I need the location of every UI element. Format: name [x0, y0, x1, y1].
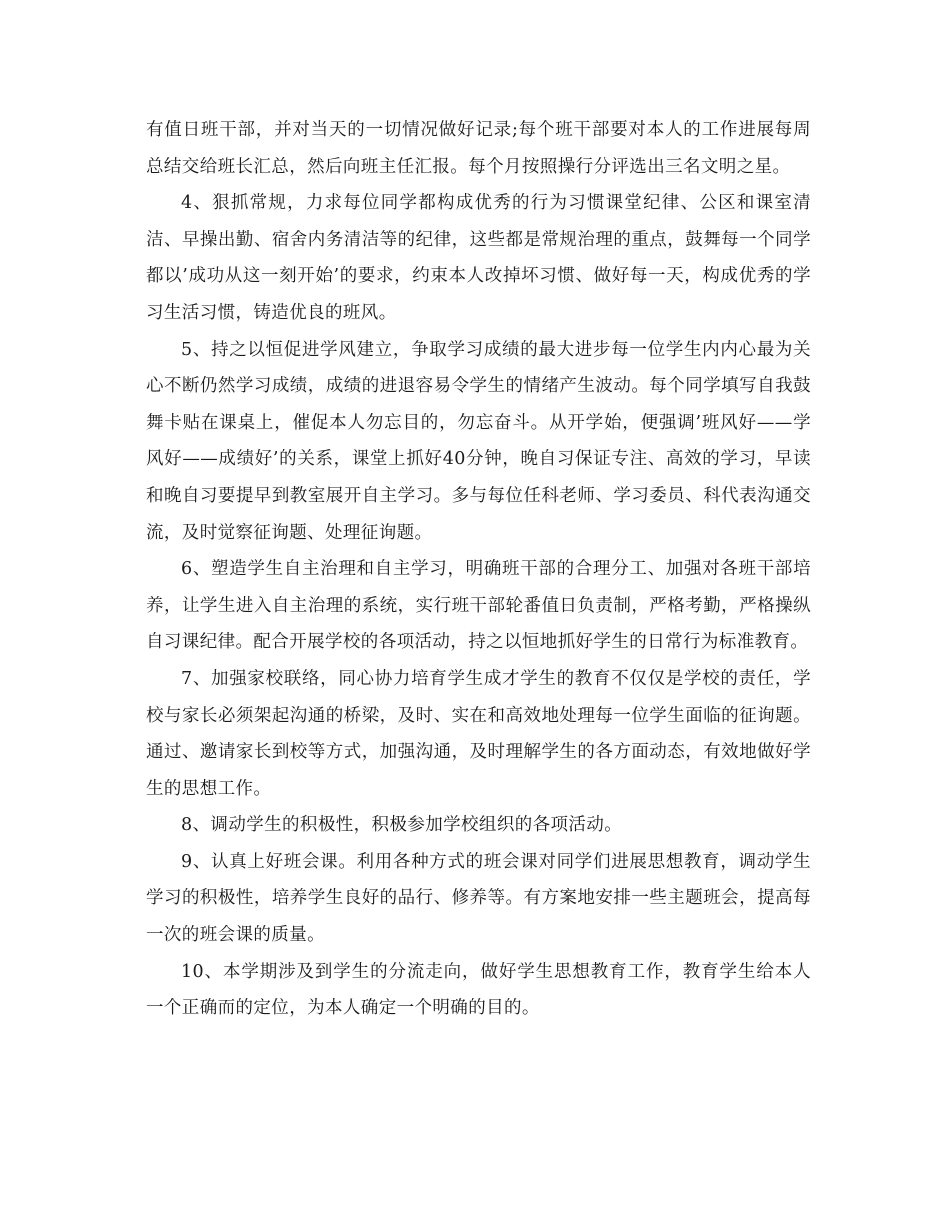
paragraph-item-8: 8、调动学生的积极性，积极参加学校组织的各项活动。 — [181, 815, 623, 836]
document-body — [146, 112, 811, 1027]
paragraph-item-5: 5、持之以恒促进学风建立，争取学习成绩的最大进步每一位学生内内心最为关心不断仍然学习成绩，成绩的进退容易令学生的情绪产生波动。每个同学填写自我鼓舞卡贴在课桌上，催促本人勿忘目的，勿忘奋斗。从开学始，便强调’班风好——学风好——成绩好’的关系，课堂上抓好40分钟，晚自习保证专注、高效的学习，早读和晚自习要提早到教室展开自主学习。多与每位任科老师、学习委员、科代表沟通交流，及时觉察征询题、处理征询题。 — [146, 339, 811, 543]
paragraph-item-7: 7、加强家校联络，同心协力培育学生成才学生的教育不仅仅是学校的责任，学校与家长必须架起沟通的桥梁，及时、实在和高效地处理每一位学生面临的征询题。通过、邀请家长到校等方式，加强沟通，及时理解学生的各方面动态，有效地做好学生的思想工作。 — [146, 668, 811, 799]
paragraph-item-10: 10、本学期涉及到学生的分流走向，做好学生思想教育工作，教育学生给本人一个正确而的定位，为本人确定一个明确的目的。 — [146, 961, 811, 1019]
paragraph-item-9: 9、认真上好班会课。利用各种方式的班会课对同学们进展思想教育，调动学生学习的积极性，培养学生良好的品行、修养等。有方案地安排一些主题班会，提高每一次的班会课的质量。 — [146, 851, 811, 946]
paragraph-item-4: 4、狠抓常规，力求每位同学都构成优秀的行为习惯课堂纪律、公区和课室清洁、早操出勤、宿舍内务清洁等的纪律，这些都是常规治理的重点，鼓舞每一个同学都以’成功从这一刻开始’的要求，约束本人改掉坏习惯、做好每一天，构成优秀的学习生活习惯，铸造优良的班风。 — [146, 193, 811, 323]
paragraph-item-6: 6、塑造学生自主治理和自主学习，明确班干部的合理分工、加强对各班干部培养，让学生进入自主治理的系统，实行班干部轮番值日负责制，严格考勤，严格操纵自习课纪律。配合开展学校的各项活动，持之以恒地抓好学生的日常行为标准教育。 — [146, 559, 811, 653]
paragraph-continuation: 有值日班干部，并对当天的一切情况做好记录;每个班干部要对本人的工作进展每周总结交给班长汇总，然后向班主任汇报。每个月按照操行分评选出三名文明之星。 — [146, 120, 811, 177]
